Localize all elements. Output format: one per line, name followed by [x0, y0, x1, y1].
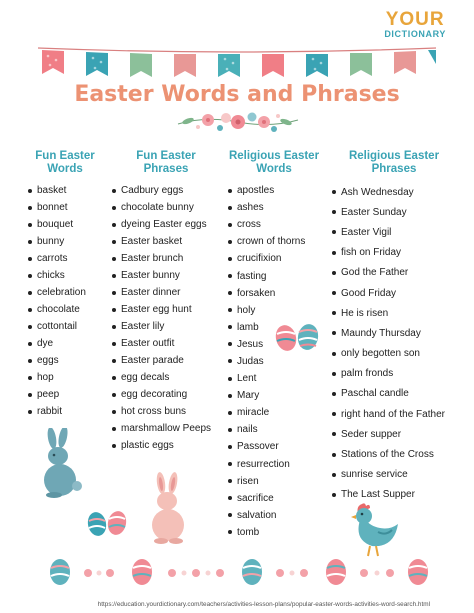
list-item: [228, 370, 320, 387]
list-item: [228, 456, 320, 473]
bullet-icon: [112, 257, 116, 261]
list-item-text: Easter Sunday: [341, 206, 407, 218]
list-item: [332, 424, 456, 444]
list-item: [228, 250, 320, 267]
bullet-icon: [28, 223, 32, 227]
bullet-icon: [332, 493, 336, 497]
list-item: [112, 318, 220, 335]
list-item-text: lamb: [237, 321, 259, 333]
list-item-text: Judas: [237, 355, 264, 367]
bullet-icon: [112, 410, 116, 414]
list-item: [332, 323, 456, 343]
bullet-icon: [28, 342, 32, 346]
list-item-text: Easter outfit: [121, 338, 175, 349]
list-item-text: hop: [37, 372, 54, 383]
bullet-icon: [228, 462, 232, 466]
pink-bunny-illustration: [146, 472, 190, 544]
flower-row: [84, 569, 394, 577]
bullet-icon: [332, 230, 336, 234]
list-item-text: eggs: [37, 355, 59, 366]
list-item: [112, 386, 220, 403]
bullet-icon: [332, 210, 336, 214]
list-item-text: sacrifice: [237, 492, 274, 504]
list-item-text: Maundy Thursday: [341, 327, 421, 339]
list-item-text: tomb: [237, 526, 260, 538]
list-item-text: Seder supper: [341, 428, 402, 440]
list-item-text: Good Friday: [341, 287, 397, 299]
list-item: [228, 353, 320, 370]
list-item: [112, 216, 220, 233]
list-item-text: bonnet: [37, 202, 68, 213]
bullet-icon: [332, 412, 336, 416]
list-item-text: Easter egg hunt: [121, 304, 192, 315]
list-item: [228, 285, 320, 302]
bullet-icon: [332, 453, 336, 457]
list-item-text: Cadbury eggs: [121, 185, 184, 196]
bullet-icon: [228, 479, 232, 483]
list-item-text: plastic eggs: [121, 440, 174, 451]
list-item: [228, 199, 320, 216]
bullet-icon: [112, 376, 116, 380]
list-item-text: apostles: [237, 185, 275, 197]
list-item-text: Jesus: [237, 338, 264, 350]
list-item-text: holy: [237, 304, 256, 316]
bullet-icon: [228, 496, 232, 500]
list-item: [28, 250, 102, 267]
list-item-text: nails: [237, 424, 258, 436]
bullet-icon: [28, 189, 32, 193]
bullet-icon: [28, 393, 32, 397]
list-item: [112, 199, 220, 216]
bullet-icon: [112, 393, 116, 397]
list-item-text: crucifixion: [237, 253, 282, 265]
list-item: [228, 182, 320, 199]
list-item-text: chocolate: [37, 304, 80, 315]
bullet-icon: [228, 530, 232, 534]
bullet-icon: [228, 308, 232, 312]
list-item-text: Ash Wednesday: [341, 186, 414, 198]
bullet-icon: [228, 257, 232, 261]
list-item-text: sunrise service: [341, 469, 408, 481]
list-item-text: Easter brunch: [121, 253, 184, 264]
list-item: [228, 387, 320, 404]
list-item: [332, 222, 456, 242]
list-item-text: carrots: [37, 253, 68, 264]
list-item: [112, 420, 220, 437]
yourdictionary-logo: [384, 10, 446, 39]
bullet-icon: [228, 325, 232, 329]
bullet-icon: [28, 291, 32, 295]
bullet-icon: [332, 392, 336, 396]
column-heading: Religious Easter Words: [228, 150, 320, 175]
bullet-icon: [228, 445, 232, 449]
bullet-icon: [332, 372, 336, 376]
list-item: [112, 403, 220, 420]
bullet-icon: [228, 513, 232, 517]
bullet-icon: [228, 206, 232, 210]
bullet-icon: [228, 377, 232, 381]
list-item: [112, 284, 220, 301]
list-item-text: Paschal candle: [341, 388, 409, 400]
list-item-text: He is risen: [341, 307, 389, 319]
list-item-text: bunny: [37, 236, 65, 247]
bullet-icon: [28, 257, 32, 261]
bullet-icon: [228, 342, 232, 346]
list-item-text: Lent: [237, 373, 257, 385]
list-item: [332, 444, 456, 464]
bullet-icon: [332, 473, 336, 477]
list-item: [28, 301, 102, 318]
bullet-icon: [28, 325, 32, 329]
bullet-icon: [28, 206, 32, 210]
list-item-text: fasting: [237, 270, 267, 282]
list-item: [332, 465, 456, 485]
list-item: [28, 182, 102, 199]
list-item-text: egg decorating: [121, 389, 188, 400]
list-item-text: chicks: [37, 270, 65, 281]
list-item-text: dyeing Easter eggs: [121, 219, 207, 230]
column-religious-easter-phrases: [332, 150, 456, 505]
list-item-text: forsaken: [237, 287, 276, 299]
bullet-icon: [28, 274, 32, 278]
list-item-text: right hand of the Father: [341, 408, 445, 420]
list-item: [28, 335, 102, 352]
floral-divider: [176, 108, 300, 136]
bullet-icon: [112, 274, 116, 278]
bullet-icon: [112, 325, 116, 329]
page-title: Easter Words and Phrases: [74, 82, 400, 107]
list-item-text: Easter bunny: [121, 270, 180, 281]
bottom-egg-border: [40, 556, 440, 588]
bullet-icon: [332, 291, 336, 295]
bullet-icon: [228, 411, 232, 415]
list-item: [112, 250, 220, 267]
word-list: [228, 182, 320, 541]
bullet-icon: [112, 206, 116, 210]
list-item: [228, 267, 320, 284]
logo-dictionary: DICTIONARY: [384, 29, 446, 39]
easter-eggs-pair-illustration: [272, 320, 322, 354]
list-item-text: peep: [37, 389, 60, 400]
bullet-icon: [228, 394, 232, 398]
list-item-text: hot cross buns: [121, 406, 187, 417]
list-item-text: basket: [37, 185, 67, 196]
bullet-icon: [112, 359, 116, 363]
list-item-text: ashes: [237, 202, 264, 214]
list-item: [332, 182, 456, 202]
list-item-text: dye: [37, 338, 54, 349]
list-item: [28, 318, 102, 335]
bullet-icon: [112, 444, 116, 448]
hen-illustration: [350, 500, 402, 558]
list-item-text: Mary: [237, 390, 260, 402]
list-item-text: palm fronds: [341, 368, 394, 380]
list-item: [332, 404, 456, 424]
list-item: [228, 507, 320, 524]
list-item: [112, 182, 220, 199]
bullet-icon: [332, 190, 336, 194]
word-list: [112, 182, 220, 454]
bunting-banner: [38, 44, 436, 84]
list-item: [332, 384, 456, 404]
list-item: [28, 267, 102, 284]
column-heading: Religious Easter Phrases: [348, 150, 440, 175]
list-item: [228, 438, 320, 455]
bullet-icon: [112, 427, 116, 431]
column-fun-easter-phrases: [112, 150, 220, 454]
bunting-flags: [42, 50, 436, 77]
list-item-text: Easter lily: [121, 321, 165, 332]
bullet-icon: [228, 428, 232, 432]
list-item-text: bouquet: [37, 219, 74, 230]
bullet-icon: [28, 308, 32, 312]
list-item: [228, 490, 320, 507]
list-item-text: miracle: [237, 407, 270, 419]
bullet-icon: [332, 271, 336, 275]
list-item-text: only begotten son: [341, 348, 420, 360]
bullet-icon: [28, 359, 32, 363]
list-item: [332, 344, 456, 364]
word-list: [28, 182, 102, 420]
list-item-text: risen: [237, 475, 259, 487]
list-item: [112, 233, 220, 250]
bullet-icon: [228, 359, 232, 363]
list-item: [28, 284, 102, 301]
list-item-text: crown of thorns: [237, 236, 306, 248]
list-item: [332, 263, 456, 283]
list-item: [228, 233, 320, 250]
bullet-icon: [332, 251, 336, 255]
list-item-text: egg decals: [121, 372, 170, 383]
blue-bunny-illustration: [38, 428, 82, 498]
list-item: [228, 524, 320, 541]
bullet-icon: [332, 331, 336, 335]
bullet-icon: [228, 189, 232, 193]
list-item: [112, 335, 220, 352]
list-item: [112, 437, 220, 454]
list-item-text: God the Father: [341, 267, 409, 279]
list-item-text: Easter Vigil: [341, 226, 392, 238]
bullet-icon: [332, 311, 336, 315]
bullet-icon: [228, 240, 232, 244]
column-fun-easter-words: [28, 150, 102, 420]
list-item-text: Passover: [237, 441, 279, 453]
bullet-icon: [28, 410, 32, 414]
list-item-text: fish on Friday: [341, 247, 402, 259]
list-item-text: resurrection: [237, 458, 290, 470]
column-heading: Fun Easter Words: [35, 150, 95, 175]
list-item-text: marshmallow Peeps: [121, 423, 212, 434]
list-item-text: cross: [237, 219, 261, 231]
bullet-icon: [112, 342, 116, 346]
bullet-icon: [112, 240, 116, 244]
bullet-icon: [332, 432, 336, 436]
list-item: [28, 403, 102, 420]
list-item: [228, 473, 320, 490]
list-item: [228, 302, 320, 319]
bullet-icon: [332, 352, 336, 356]
list-item-text: rabbit: [37, 406, 63, 417]
list-item: [332, 283, 456, 303]
bullet-icon: [28, 240, 32, 244]
list-item-text: Easter parade: [121, 355, 184, 366]
easter-eggs-small-illustration: [84, 506, 132, 540]
list-item: [228, 216, 320, 233]
list-item-text: cottontail: [37, 321, 78, 332]
column-heading: Fun Easter Phrases: [136, 150, 196, 175]
list-item: [228, 404, 320, 421]
list-item: [112, 267, 220, 284]
list-item: [332, 364, 456, 384]
bullet-icon: [112, 189, 116, 193]
list-item-text: The Last Supper: [341, 489, 415, 501]
list-item-text: celebration: [37, 287, 86, 298]
list-item-text: chocolate bunny: [121, 202, 194, 213]
list-item: [332, 202, 456, 222]
bullet-icon: [112, 291, 116, 295]
list-item: [228, 421, 320, 438]
bullet-icon: [28, 376, 32, 380]
source-url[interactable]: https://education.yourdictionary.com/teachers/activities-lesson-plans/popular-easter-words-activities-word-search.html: [97, 601, 430, 608]
list-item: [28, 216, 102, 233]
bullet-icon: [228, 291, 232, 295]
list-item: [28, 352, 102, 369]
logo-your: YOUR: [385, 9, 445, 30]
list-item: [28, 199, 102, 216]
list-item-text: Stations of the Cross: [341, 449, 434, 461]
list-item: [28, 233, 102, 250]
list-item: [28, 369, 102, 386]
list-item-text: salvation: [237, 509, 277, 521]
list-item: [332, 243, 456, 263]
word-list: [332, 182, 456, 505]
bullet-icon: [112, 308, 116, 312]
bullet-icon: [112, 223, 116, 227]
list-item: [28, 386, 102, 403]
bullet-icon: [228, 223, 232, 227]
list-item: [112, 369, 220, 386]
list-item: [332, 303, 456, 323]
list-item: [112, 352, 220, 369]
list-item: [112, 301, 220, 318]
bullet-icon: [228, 274, 232, 278]
list-item-text: Easter basket: [121, 236, 183, 247]
list-item-text: Easter dinner: [121, 287, 181, 298]
